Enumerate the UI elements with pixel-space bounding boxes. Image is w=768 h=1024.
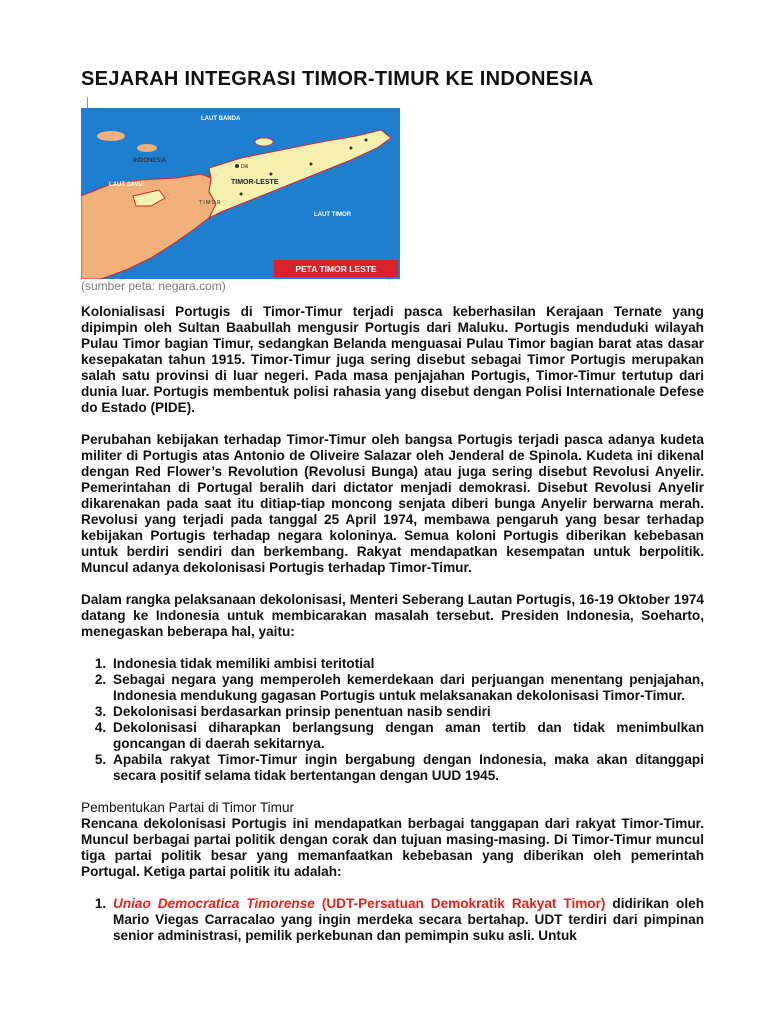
party-name-abbr: (UDT-Persatuan Demokratik Rakyat Timor) xyxy=(314,896,606,911)
map-label-laut-timor: LAUT TIMOR xyxy=(314,212,351,218)
list-item: 5. Apabila rakyat Timor-Timur ingin bergabung dengan Indonesia, maka akan ditanggapi secara positif selama tidak bertentangan dengan UUD 1945. xyxy=(110,752,704,784)
list-item: 3. Dekolonisasi berdasarkan prinsip penentuan nasib sendiri xyxy=(110,704,704,720)
party-name-italic: Uniao Democratica Timorense xyxy=(113,896,315,911)
map-label-laut-banda: LAUT BANDA xyxy=(201,116,241,122)
section-heading: Pembentukan Partai di Timor Timur xyxy=(81,800,295,815)
map-label-laut-savu: LAUT SAVU xyxy=(109,182,143,188)
city-dot xyxy=(365,139,368,142)
flores-island xyxy=(97,131,125,141)
timor-leste-map xyxy=(81,108,400,279)
city-dot xyxy=(270,173,273,176)
dili-dot xyxy=(235,164,239,168)
list-item xyxy=(110,896,704,944)
list-item: 2. Sebagai negara yang memperoleh kemerdekaan dari perjuangan menentang penjajahan, Indonesia mendukung gagasan Portugis untuk melaksanakan dekolonisasi Timor-Timur. xyxy=(110,672,704,704)
section-paragraph: Rencana dekolonisasi Portugis ini mendapatkan berbagai tanggapan dari rakyat Timor-Timur. Muncul berbagai partai politik dengan corak dan tujuan masing-masing. Di Timor-Timur muncul tiga partai politik besar yang memanfaatkan kebebasan yang diberikan oleh pemerintah Portugal. Ketiga partai politik itu adalah: xyxy=(81,816,704,879)
paragraph: Kolonialisasi Portugis di Timor-Timur terjadi pasca keberhasilan Kerajaan Ternate yang dipimpin oleh Sultan Baabullah mengusir Portugis dari Maluku. Portugis menduduki wilayah Pulau Timor bagian Timur, sedangkan Belanda menguasai Pulau Timor bagian barat atas dasar kesepakatan tahun 1915. Timor-Timur juga sering disebut sebagai Timor Portugis merupakan salah satu provinsi di luar negeri. Pada masa penjajahan Portugis, Timor-Timur tertutup dari dunia luar. Portugis membentuk polisi rahasia yang disebut dengan Polisi Internationale Defese do Estado (PIDE). xyxy=(81,304,704,415)
soeharto-points-list xyxy=(81,656,704,784)
parties-list xyxy=(81,896,704,944)
list-item: 4. Dekolonisasi diharapkan berlangsung dengan aman tertib dan tidak menimbulkan goncangan di daerah sekitarnya. xyxy=(110,720,704,752)
map-label-indonesia: INDONESIA xyxy=(133,158,167,164)
map-label-dili: Dili xyxy=(241,164,248,170)
list-item: 1. Indonesia tidak memiliki ambisi teritotial xyxy=(110,656,704,672)
city-dot xyxy=(310,163,313,166)
atauro-island xyxy=(255,138,273,146)
document-page xyxy=(81,68,705,943)
map-banner-text: PETA TIMOR LESTE xyxy=(295,264,377,274)
paragraph: Dalam rangka pelaksanaan dekolonisasi, Menteri Seberang Lautan Portugis, 16-19 Oktober 1974 datang ke Indonesia untuk membicarakan masalah tersebut. Presiden Indonesia, Soeharto, menegaskan beberapa hal, yaitu: xyxy=(81,592,704,639)
map-label-timor: T I M O R xyxy=(199,200,221,206)
alor-island xyxy=(137,144,157,152)
document-title: SEJARAH INTEGRASI TIMOR-TIMUR KE INDONESIA xyxy=(81,68,594,90)
map-label-timor-leste: TIMOR-LESTE xyxy=(231,179,279,186)
article-body xyxy=(81,304,704,944)
city-dot xyxy=(350,147,353,150)
paragraph: Perubahan kebijakan terhadap Timor-Timur oleh bangsa Portugis terjadi pasca adanya kudeta militer di Portugis atas Antonio de Oliveire Salazar oleh Jenderal de Spinola. Kudeta ini dikenal dengan Red Flower’s Revolution (Revolusi Bunga) atau juga sering disebut Revolusi Anyelir. Pemerintahan di Portugal beralih dari dictator menjadi demokrasi. Disebut Revolusi Anyelir dikarenakan pada saat itu ditiap-tiap moncong senjata diberi bunga Anyelir berwarna merah. Revolusi yang terjadi pada tanggal 25 April 1974, membawa pengaruh yang besar terhadap kebijakan Portugis terhadap negara koloninya. Semua koloni Portugis diberikan kebebasan untuk berdiri sendiri dan berkembang. Rakyat mendapatkan kesempatan untuk berpolitik. Muncul adanya dekolonisasi Portugis terhadap Timor-Timur. xyxy=(81,432,704,575)
city-dot xyxy=(240,193,243,196)
map-caption: (sumber peta: negara.com) xyxy=(81,279,226,293)
party-description: didirikan oleh Mario Viegas Carracalao yang ingin merdeka secara bertahap. UDT terdiri dari pimpinan senior administrasi, pemilik perkebunan dan pemimpin suku asli. Untuk xyxy=(113,896,705,943)
